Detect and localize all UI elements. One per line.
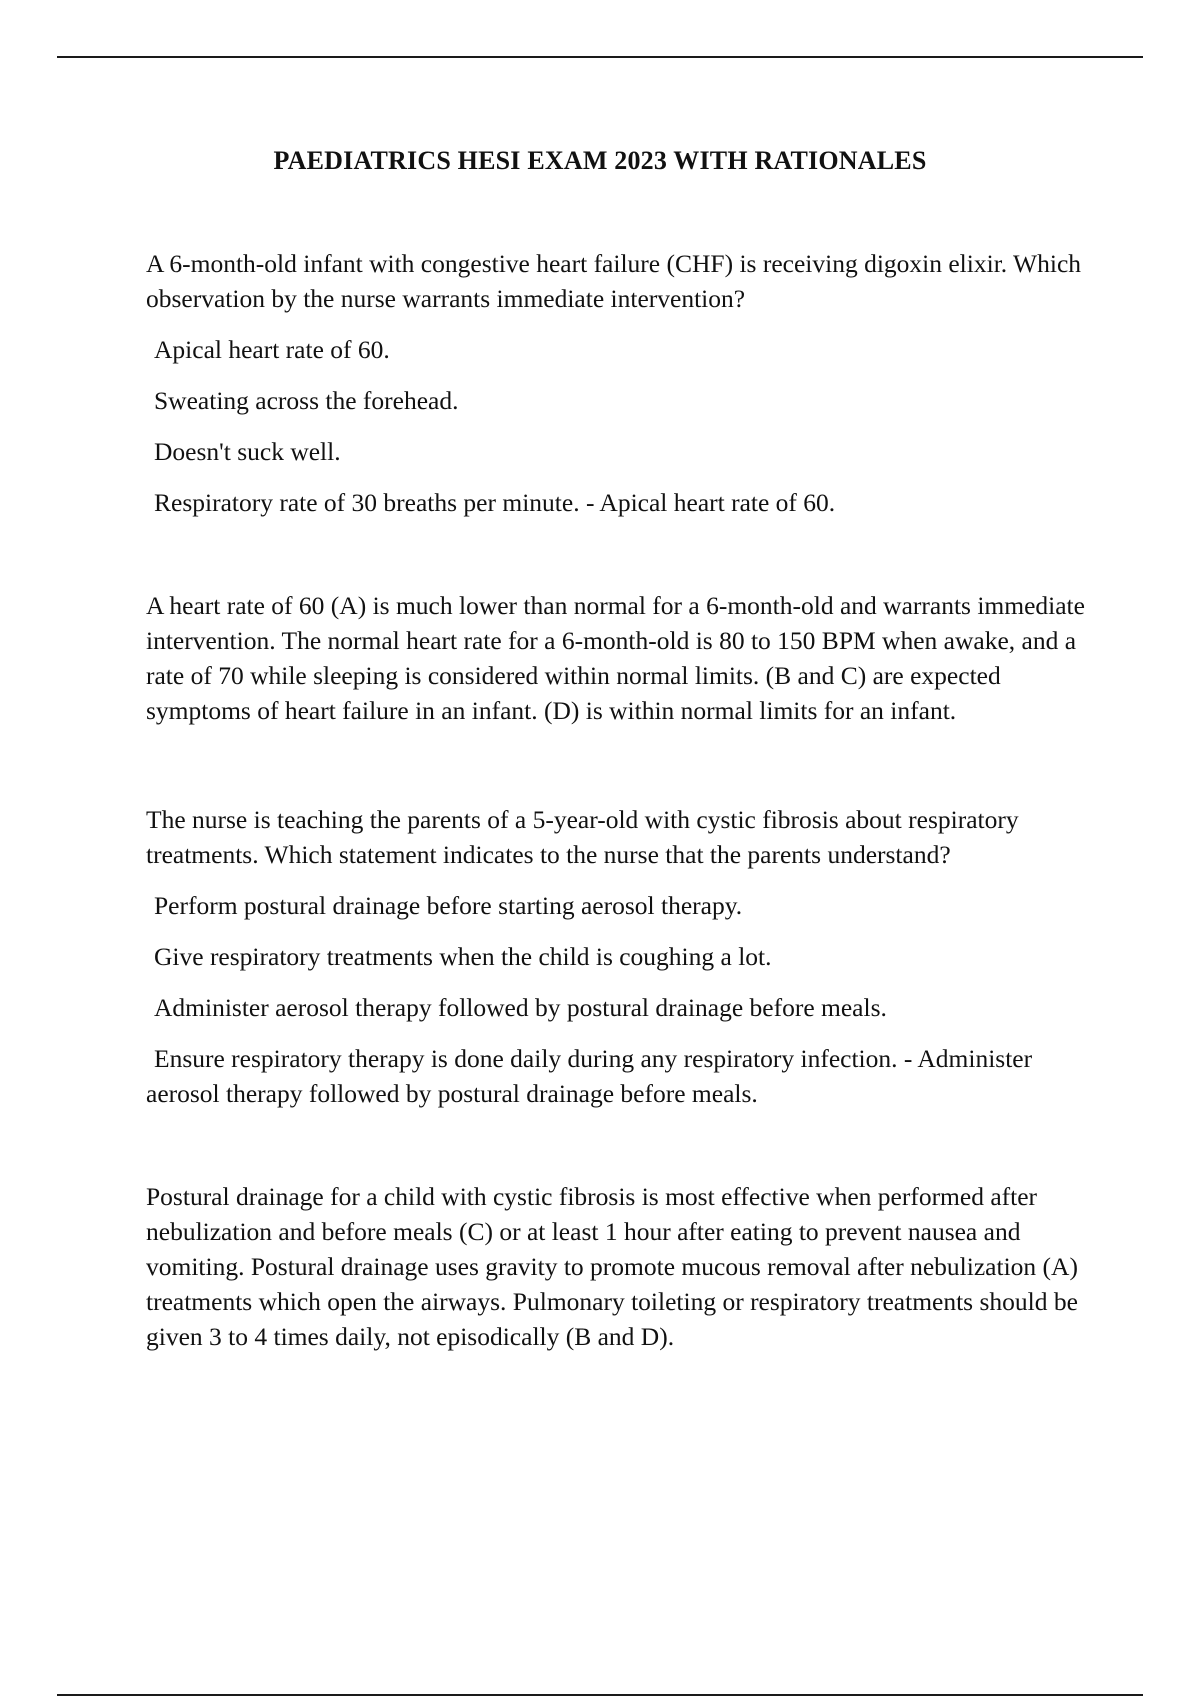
rationale-text: A heart rate of 60 (A) is much lower than normal for a 6-month-old and warrants immediate intervention. The normal heart rate for a 6-month-old is 80 to 150 BPM when awake, and a rate of 70 while sleeping is considered within normal limits. (B and C) are expected symptoms of heart failure in an infant. (D) is within normal limits for an infant. bbox=[146, 591, 1085, 725]
answer-option: Ensure respiratory therapy is done daily during any respiratory infection. - Administer aerosol therapy followed by postural drainage before meals. bbox=[146, 1044, 1033, 1108]
answer-option: Apical heart rate of 60. bbox=[154, 335, 390, 364]
answer-option: Sweating across the forehead. bbox=[154, 386, 459, 415]
question-stem: The nurse is teaching the parents of a 5-year-old with cystic fibrosis about respiratory treatments. Which statement indicates to the nurse that the parents understand? bbox=[146, 805, 1019, 869]
rationale-text: Postural drainage for a child with cystic fibrosis is most effective when performed after nebulization and before meals (C) or at least 1 hour after eating to prevent nausea and vomiting. Postural drainage uses gravity to promote mucous removal after nebulization (A) treatments which open the airways. Pulmonary toileting or respiratory treatments should be given 3 to 4 times daily, not episodically (B and D). bbox=[146, 1182, 1078, 1351]
answer-option: Respiratory rate of 30 breaths per minute. - Apical heart rate of 60. bbox=[154, 488, 836, 517]
answer-option: Give respiratory treatments when the child is coughing a lot. bbox=[154, 942, 772, 971]
document-body bbox=[146, 246, 1096, 1354]
question-stem: A 6-month-old infant with congestive heart failure (CHF) is receiving digoxin elixir. Which observation by the nurse warrants immediate intervention? bbox=[146, 249, 1082, 313]
answer-option: Perform postural drainage before starting aerosol therapy. bbox=[154, 891, 743, 920]
top-divider bbox=[57, 56, 1143, 58]
answer-option: Doesn't suck well. bbox=[154, 437, 341, 466]
document-title: PAEDIATRICS HESI EXAM 2023 WITH RATIONALES bbox=[273, 146, 927, 175]
bottom-divider bbox=[57, 1694, 1143, 1696]
answer-option: Administer aerosol therapy followed by postural drainage before meals. bbox=[154, 993, 887, 1022]
